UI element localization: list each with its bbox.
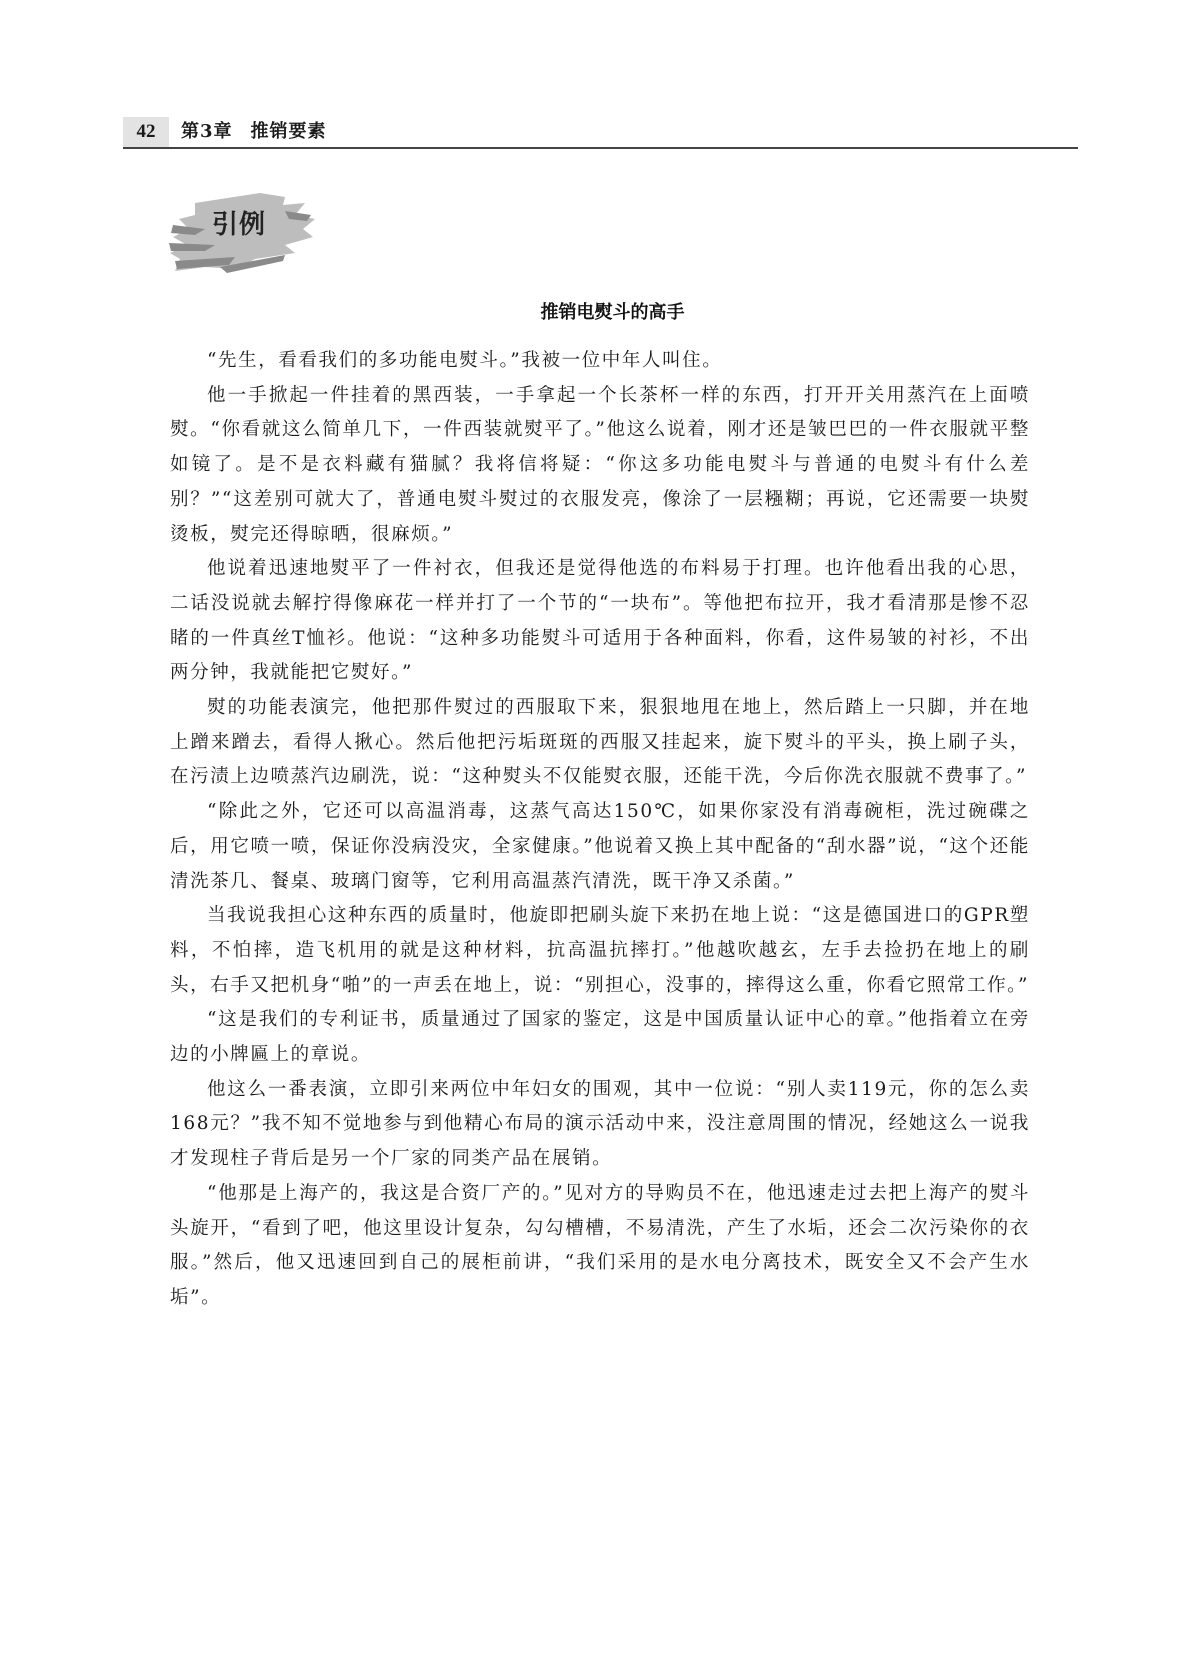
chapter-heading [181,117,327,147]
paragraph: 熨的功能表演完，他把那件熨过的西服取下来，狠狠地甩在地上，然后踏上一只脚，并在地上蹭来蹭去，看得人揪心。然后他把污垢斑斑的西服又挂起来，旋下熨斗的平头，换上刷子头，在污渍上边喷蒸汽边刷洗，说：“这种熨头不仅能熨衣服，还能干洗，今后你洗衣服就不费事了。” [170,697,1030,788]
article-body [170,344,1030,1316]
running-header [123,117,1078,149]
paragraph: “这是我们的专利证书，质量通过了国家的鉴定，这是中国质量认证中心的章。”他指着立在旁边的小牌匾上的章说。 [170,1009,1030,1066]
paragraph: “先生，看看我们的多功能电熨斗。”我被一位中年人叫住。 [207,350,723,371]
paragraph: 他说着迅速地熨平了一件衬衣，但我还是觉得他选的布料易于打理。也许他看出我的心思，二话没说就去解拧得像麻花一样并打了一个节的“一块布”。等他把布拉开，我才看清那是惨不忍睹的一件真丝T恤衫。他说：“这种多功能熨斗可适用于各种面料，你看，这件易皱的衬衫，不出两分钟，我就能把它熨好。” [170,558,1030,684]
page-number: 42 [123,117,169,147]
chapter-label: 第3章 [181,121,233,142]
paragraph: 他这么一番表演，立即引来两位中年妇女的围观，其中一位说：“别人卖119元，你的怎么卖168元？”我不知不觉地参与到他精心布局的演示活动中来，没注意周围的情况，经她这么一说我才发现柱子背后是另一个厂家的同类产品在展销。 [170,1078,1030,1170]
paragraph: 当我说我担心这种东西的质量时，他旋即把刷头旋下来扔在地上说：“这是德国进口的GPR塑料，不怕摔，造飞机用的就是这种材料，抗高温抗摔打。”他越吹越玄，左手去捡扔在地上的刷头，右手又把机身“啪”的一声丢在地上，说：“别担心，没事的，摔得这么重，你看它照常工作。” [170,905,1030,996]
paragraph: “除此之外，它还可以高温消毒，这蒸气高达150℃，如果你家没有消毒碗柜，洗过碗碟之后，用它喷一喷，保证你没病没灾，全家健康。”他说着又换上其中配备的“刮水器”说，“这个还能清洗茶几、餐桌、玻璃门窗等，它利用高温蒸汽清洗，既干净又杀菌。” [170,801,1030,892]
chapter-title: 推销要素 [250,121,327,142]
article-title: 推销电熨斗的高手 [540,302,685,323]
section-badge-label: 引例 [212,210,267,240]
paragraph: 他一手掀起一件挂着的黑西装，一手拿起一个长茶杯一样的东西，打开开关用蒸汽在上面喷熨。“你看就这么简单几下，一件西装就熨平了。”他这么说着，刚才还是皱巴巴的一件衣服就平整如镜了。是不是衣料藏有猫腻？我将信将疑：“你这多功能电熨斗与普通的电熨斗有什么差别？”“这差别可就大了，普通电熨斗熨过的衣服发亮，像涂了一层糨糊；再说，它还需要一块熨烫板，熨完还得晾晒，很麻烦。” [170,384,1030,545]
paragraph: “他那是上海产的，我这是合资厂产的。”见对方的导购员不在，他迅速走过去把上海产的熨斗头旋开，“看到了吧，他这里设计复杂，勾勾槽槽，不易清洗，产生了水垢，还会二次污染你的衣服。”然后，他又迅速回到自己的展柜前讲，“我们采用的是水电分离技术，既安全又不会产生水垢”。 [170,1182,1030,1308]
